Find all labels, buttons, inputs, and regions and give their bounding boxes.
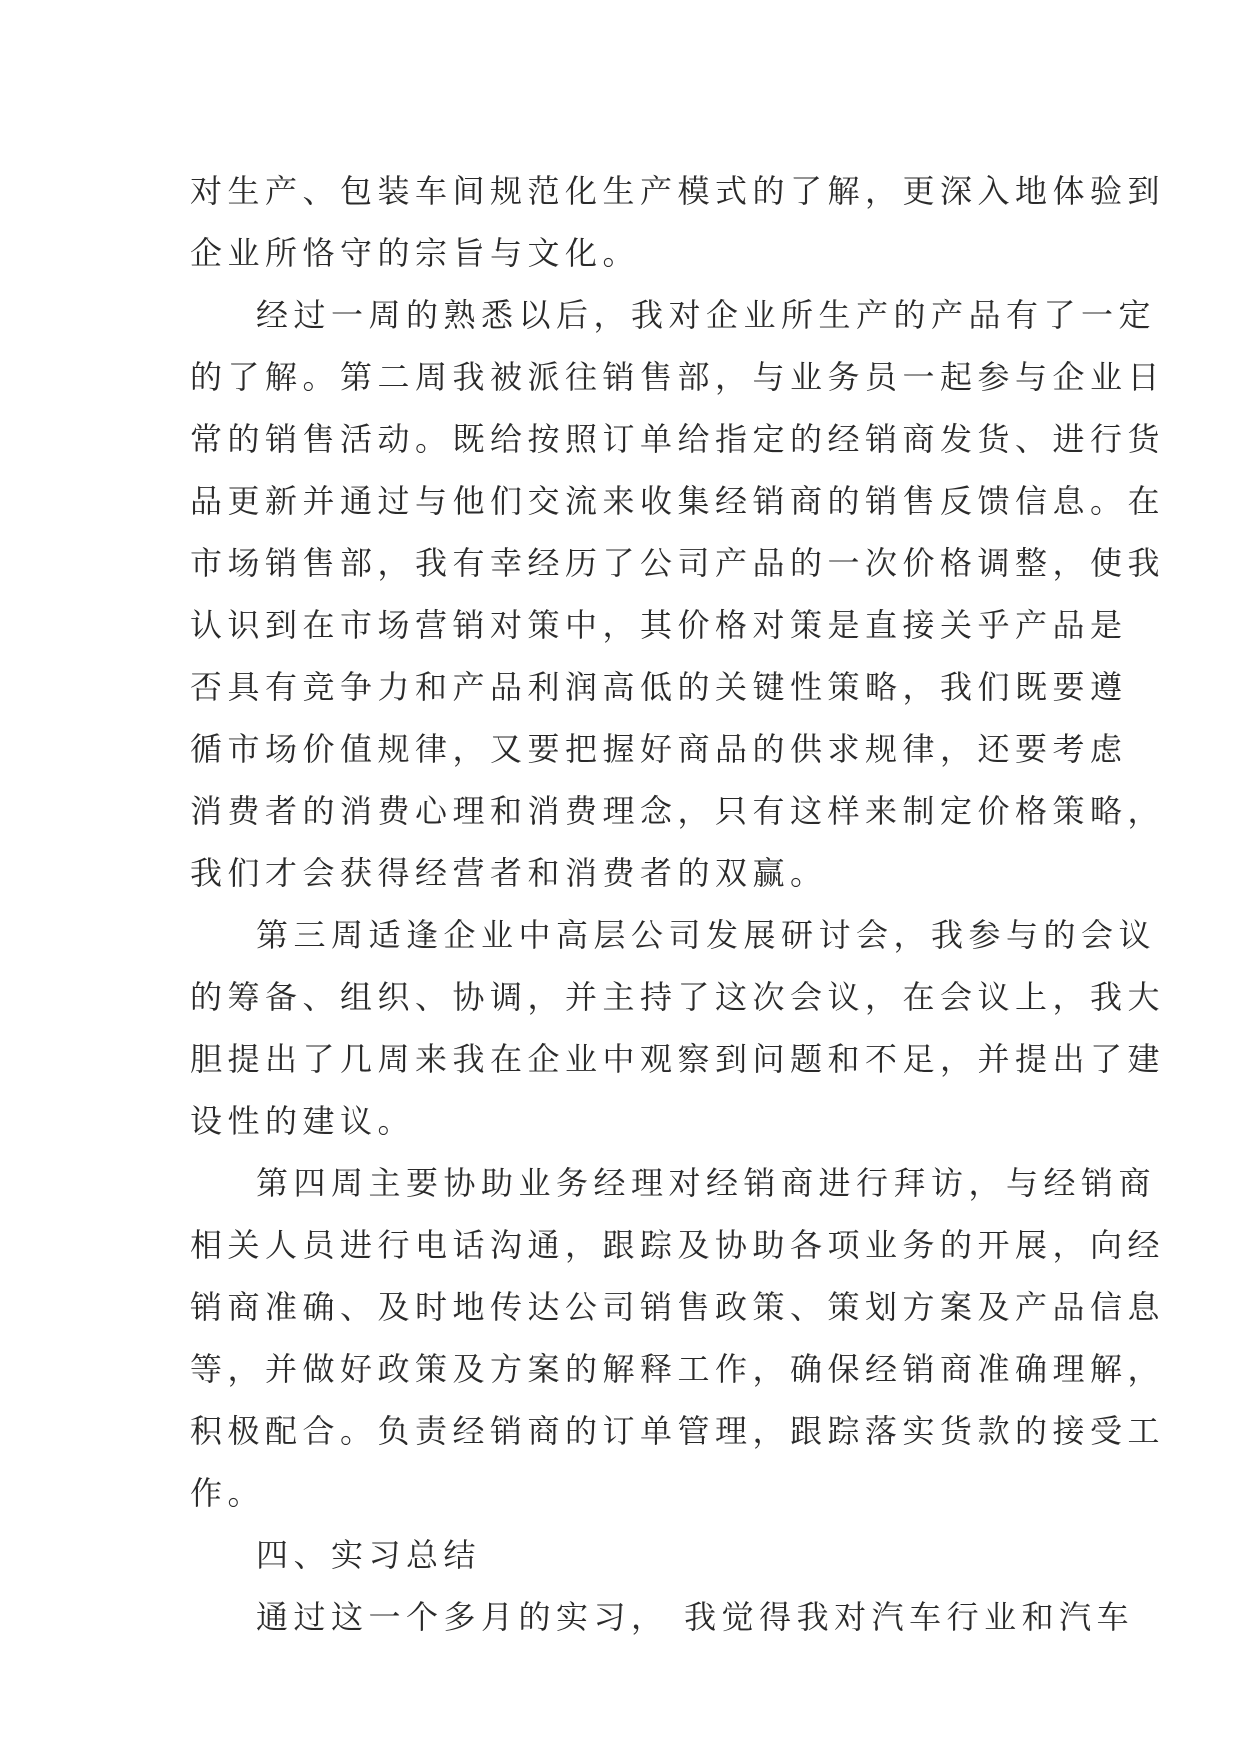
- text-line: 消费者的消费心理和消费理念，只有这样来制定价格策略，: [190, 792, 1166, 830]
- text-line: 作。: [190, 1474, 266, 1512]
- text-line: 胆提出了几周来我在企业中观察到问题和不足，并提出了建: [190, 1040, 1166, 1078]
- paragraph-start-line: 第四周主要协助业务经理对经销商进行拜访，与经销商: [256, 1164, 1157, 1202]
- text-line: 企业所恪守的宗旨与文化。: [190, 234, 641, 272]
- body-text: [190, 160, 1166, 1648]
- text-line: 对生产、包装车间规范化生产模式的了解，更深入地体验到: [190, 172, 1166, 210]
- text-line: 否具有竞争力和产品利润高低的关键性策略，我们既要遵: [190, 668, 1128, 706]
- text-line: 相关人员进行电话沟通，跟踪及协助各项业务的开展，向经: [190, 1226, 1166, 1264]
- text-line: 市场销售部，我有幸经历了公司产品的一次价格调整，使我: [190, 544, 1166, 582]
- text-line: 销商准确、及时地传达公司销售政策、策划方案及产品信息: [190, 1288, 1166, 1326]
- paragraph-start-line: 经过一周的熟悉以后，我对企业所生产的产品有了一定: [256, 296, 1157, 334]
- text-line: 品更新并通过与他们交流来收集经销商的销售反馈信息。在: [190, 482, 1166, 520]
- text-line: 循市场价值规律，又要把握好商品的供求规律，还要考虑: [190, 730, 1128, 768]
- text-line: 设性的建议。: [190, 1102, 416, 1140]
- text-line: 我们才会获得经营者和消费者的双赢。: [190, 854, 828, 892]
- text-line: 等，并做好政策及方案的解释工作，确保经销商准确理解，: [190, 1350, 1166, 1388]
- paragraph-start-line: 第三周适逢企业中高层公司发展研讨会，我参与的会议: [256, 916, 1157, 954]
- text-line: 积极配合。负责经销商的订单管理，跟踪落实货款的接受工: [190, 1412, 1166, 1450]
- text-line: 的筹备、组织、协调，并主持了这次会议，在会议上，我大: [190, 978, 1166, 1016]
- text-line: 的了解。第二周我被派往销售部，与业务员一起参与企业日: [190, 358, 1166, 396]
- section-heading: 四、实习总结: [256, 1536, 482, 1574]
- text-line: 常的销售活动。既给按照订单给指定的经销商发货、进行货: [190, 420, 1166, 458]
- paragraph-start-line: 通过这一个多月的实习， 我觉得我对汽车行业和汽车: [256, 1598, 1135, 1636]
- text-line: 认识到在市场营销对策中，其价格对策是直接关乎产品是: [190, 606, 1128, 644]
